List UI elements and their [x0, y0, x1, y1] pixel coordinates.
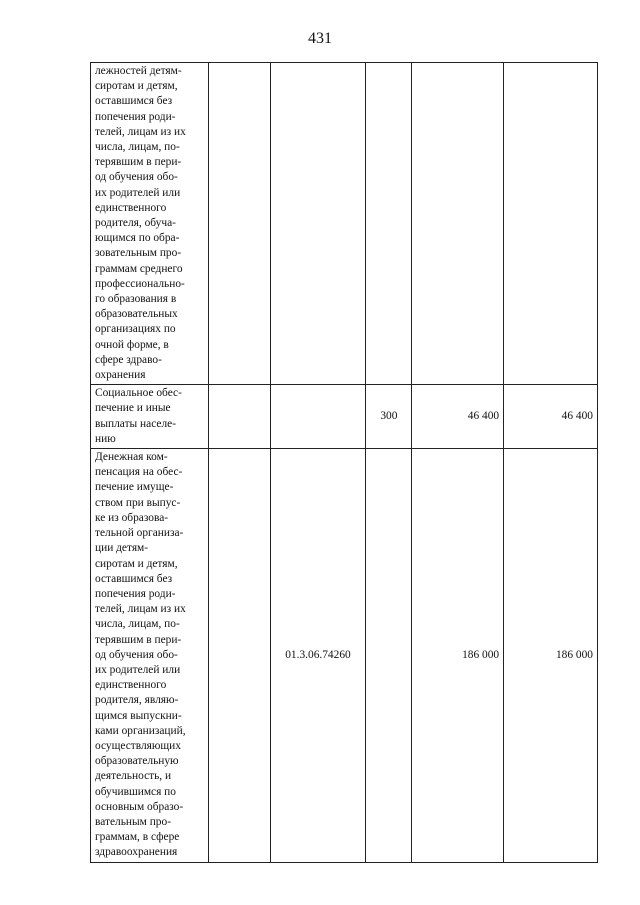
- table-row: [91, 449, 598, 862]
- sum-cell-1: 186 000: [412, 449, 504, 862]
- sum-cell-2: 186 000: [504, 449, 598, 862]
- sum-cell-1: [412, 63, 504, 385]
- table-row: [91, 385, 598, 449]
- expense-type-cell: [366, 449, 412, 862]
- expense-type-cell: 300: [366, 385, 412, 449]
- row-name-cell: Социальное обес- печение и иные выплаты населе- нию: [91, 385, 209, 449]
- row-name-cell: Денежная ком- пенсация на обес- печение имуще- ством при выпус- ке из образова- тельной организа- ции детям- сиротам и детям, оставшимся без попечения роди- телей, лицам из их числа, лицам, по- терявшим в пери- од обучения обо- их родителей или единственного родителя, являю- щимся выпускни- ками организаций, осуществляющих образовательную деятельность, и обучившимся по основным образо- вательным про- граммам, в сфере здравоохранения: [91, 449, 209, 862]
- row-name-cell: лежностей детям- сиротам и детям, оставшимся без попечения роди- телей, лицам из их числа, лицам, по- терявшим в пери- од обучения обо- их родителей или единственного родителя, обуча- ющимся по обра- зовательным про- граммам среднего профессионально- го образования в образовательных организациях по очной форме, в сфере здраво- охранения: [91, 63, 209, 385]
- expense-type-cell: [366, 63, 412, 385]
- sum-cell-2: 46 400: [504, 385, 598, 449]
- code-cell: [270, 385, 366, 449]
- code-cell: [270, 63, 366, 385]
- page-number: 431: [308, 30, 332, 47]
- code-cell: 01.3.06.74260: [270, 449, 366, 862]
- budget-table: [90, 62, 598, 863]
- table-row: [91, 63, 598, 385]
- ministry-cell: [209, 449, 270, 862]
- ministry-cell: [209, 63, 270, 385]
- sum-cell-1: 46 400: [412, 385, 504, 449]
- sum-cell-2: [504, 63, 598, 385]
- ministry-cell: [209, 385, 270, 449]
